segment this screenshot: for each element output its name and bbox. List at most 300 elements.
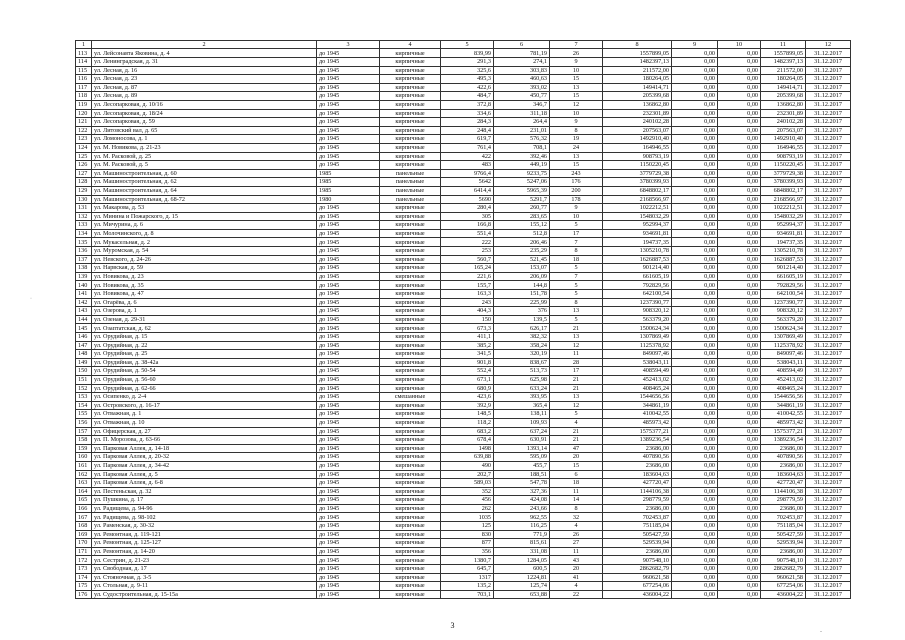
table-cell: 1985 bbox=[317, 178, 380, 187]
table-row bbox=[76, 479, 851, 488]
table-cell: кирпичные bbox=[380, 109, 441, 118]
table-cell: 7 bbox=[550, 238, 603, 247]
table-cell: 274,1 bbox=[494, 58, 550, 67]
table-cell: 2862682,79 bbox=[761, 565, 806, 574]
table-cell: 205399,68 bbox=[603, 92, 672, 101]
table-cell: 0,00 bbox=[718, 556, 761, 565]
table-cell: ул. М. Расковой, д. 25 bbox=[92, 152, 317, 161]
table-cell: кирпичные bbox=[380, 298, 441, 307]
table-cell: 194737,35 bbox=[761, 238, 806, 247]
table-cell: 31.12.2017 bbox=[806, 487, 851, 496]
table-cell: 673,3 bbox=[441, 324, 494, 333]
table-cell: 781,19 bbox=[494, 49, 550, 58]
table-cell: 630,91 bbox=[494, 436, 550, 445]
table-row bbox=[76, 290, 851, 299]
table-cell: 0,00 bbox=[718, 221, 761, 230]
table-cell: 1380,7 bbox=[441, 556, 494, 565]
table-cell: 18 bbox=[550, 255, 603, 264]
table-cell: до 1945 bbox=[317, 100, 380, 109]
table-cell: 150 bbox=[76, 367, 92, 376]
table-cell: 123 bbox=[76, 135, 92, 144]
table-cell: 1980 bbox=[317, 195, 380, 204]
table-cell: 10 bbox=[550, 66, 603, 75]
table-row bbox=[76, 49, 851, 58]
table-cell: 0,00 bbox=[672, 384, 718, 393]
table-cell: кирпичные bbox=[380, 565, 441, 574]
table-cell: до 1945 bbox=[317, 522, 380, 531]
table-cell: кирпичные bbox=[380, 75, 441, 84]
table-cell: 260,77 bbox=[494, 204, 550, 213]
table-cell: до 1945 bbox=[317, 135, 380, 144]
table-cell: 0,00 bbox=[718, 272, 761, 281]
table-cell: ул. Лейсонавта Яковина, д. 4 bbox=[92, 49, 317, 58]
table-cell: 160 bbox=[76, 453, 92, 462]
table-cell: 0,00 bbox=[718, 367, 761, 376]
table-cell: ул. Лесопарковая, д. 59 bbox=[92, 118, 317, 127]
table-cell: 450,77 bbox=[494, 92, 550, 101]
table-cell: 0,00 bbox=[672, 307, 718, 316]
table-cell: 0,00 bbox=[672, 100, 718, 109]
table-cell: 175 bbox=[76, 582, 92, 591]
table-cell: кирпичные bbox=[380, 513, 441, 522]
table-cell: до 1945 bbox=[317, 272, 380, 281]
table-cell: ул. Орудийная, д. 22 bbox=[92, 341, 317, 350]
table-row bbox=[76, 204, 851, 213]
table-cell: кирпичные bbox=[380, 255, 441, 264]
table-cell: ул. Мукасельная, д. 2 bbox=[92, 238, 317, 247]
table-cell: 166 bbox=[76, 504, 92, 513]
table-cell: 173 bbox=[76, 565, 92, 574]
table-cell: 6848802,17 bbox=[761, 186, 806, 195]
table-cell: ул. Лесная, д. 16 bbox=[92, 66, 317, 75]
table-cell: 291,3 bbox=[441, 58, 494, 67]
table-cell: 163 bbox=[76, 479, 92, 488]
table-cell: 6848802,17 bbox=[603, 186, 672, 195]
table-cell: 115 bbox=[76, 66, 92, 75]
table-cell: кирпичные bbox=[380, 522, 441, 531]
table-row bbox=[76, 573, 851, 582]
table-cell: до 1945 bbox=[317, 315, 380, 324]
table-cell: 0,00 bbox=[718, 565, 761, 574]
table-cell: 0,00 bbox=[672, 590, 718, 599]
table-cell: 31.12.2017 bbox=[806, 315, 851, 324]
table-cell: кирпичные bbox=[380, 470, 441, 479]
table-cell: 341,5 bbox=[441, 350, 494, 359]
table-cell: 678,4 bbox=[441, 436, 494, 445]
table-cell: 180264,05 bbox=[603, 75, 672, 84]
table-row bbox=[76, 247, 851, 256]
table-cell: до 1945 bbox=[317, 229, 380, 238]
table-cell: 327,36 bbox=[494, 487, 550, 496]
table-cell: 0,00 bbox=[672, 573, 718, 582]
table-cell: 838,67 bbox=[494, 358, 550, 367]
table-cell: 31.12.2017 bbox=[806, 393, 851, 402]
table-cell: панельные bbox=[380, 186, 441, 195]
table-row bbox=[76, 341, 851, 350]
table-cell: до 1945 bbox=[317, 324, 380, 333]
table-cell: 5 bbox=[550, 315, 603, 324]
table-cell: 20 bbox=[550, 453, 603, 462]
table-cell: 12 bbox=[550, 341, 603, 350]
table-cell: до 1945 bbox=[317, 393, 380, 402]
table-cell: 677254,06 bbox=[761, 582, 806, 591]
table-cell: 31.12.2017 bbox=[806, 109, 851, 118]
table-cell: 1224,81 bbox=[494, 573, 550, 582]
table-cell: 849097,46 bbox=[603, 350, 672, 359]
header-cell: 11 bbox=[761, 41, 806, 49]
table-cell: до 1945 bbox=[317, 496, 380, 505]
table-cell: 0,00 bbox=[672, 410, 718, 419]
table-cell: 677254,06 bbox=[603, 582, 672, 591]
table-cell: 147 bbox=[76, 341, 92, 350]
table-cell: ул. Орудийная, д. 62-66 bbox=[92, 384, 317, 393]
table-cell: до 1945 bbox=[317, 255, 380, 264]
table-cell: 9233,75 bbox=[494, 169, 550, 178]
table-cell: 0,00 bbox=[718, 169, 761, 178]
table-cell: 960621,58 bbox=[603, 573, 672, 582]
table-cell: 137 bbox=[76, 255, 92, 264]
table-cell: 15 bbox=[550, 461, 603, 470]
table-cell: 26 bbox=[550, 530, 603, 539]
table-cell: 0,00 bbox=[718, 264, 761, 273]
table-cell: 5965,39 bbox=[494, 186, 550, 195]
table-cell: 0,00 bbox=[672, 126, 718, 135]
table-cell: 26 bbox=[550, 49, 603, 58]
table-cell: 1035 bbox=[441, 513, 494, 522]
table-cell: до 1945 bbox=[317, 461, 380, 470]
table-cell: 0,00 bbox=[718, 315, 761, 324]
table-cell: 31.12.2017 bbox=[806, 221, 851, 230]
table-cell: 207563,07 bbox=[761, 126, 806, 135]
table-cell: 143 bbox=[76, 307, 92, 316]
table-cell: кирпичные bbox=[380, 315, 441, 324]
table-cell: 0,00 bbox=[718, 444, 761, 453]
table-cell: 352 bbox=[441, 487, 494, 496]
table-cell: 19 bbox=[550, 135, 603, 144]
table-cell: 146 bbox=[76, 333, 92, 342]
table-cell: 0,00 bbox=[672, 333, 718, 342]
table-cell: ул. Осипенко, д. 2-4 bbox=[92, 393, 317, 402]
table-cell: 139 bbox=[76, 272, 92, 281]
table-cell: 253 bbox=[441, 247, 494, 256]
table-cell: ул. Орудийная, д. 15 bbox=[92, 333, 317, 342]
table-cell: до 1945 bbox=[317, 358, 380, 367]
table-cell: 452413,02 bbox=[761, 375, 806, 384]
table-cell: кирпичные bbox=[380, 504, 441, 513]
table-cell: 792829,56 bbox=[761, 281, 806, 290]
table-cell: 1985 bbox=[317, 186, 380, 195]
table-row bbox=[76, 126, 851, 135]
table-cell: 0,00 bbox=[718, 238, 761, 247]
header-cell: 5 bbox=[441, 41, 494, 49]
table-cell: 129 bbox=[76, 186, 92, 195]
table-cell: 232301,89 bbox=[761, 109, 806, 118]
table-cell: 31.12.2017 bbox=[806, 238, 851, 247]
table-cell: 13 bbox=[550, 393, 603, 402]
table-cell: ул. Минина и Пожарского, д. 15 bbox=[92, 212, 317, 221]
table-cell: 31.12.2017 bbox=[806, 178, 851, 187]
table-cell: 31.12.2017 bbox=[806, 436, 851, 445]
table-cell: 202,7 bbox=[441, 470, 494, 479]
table-row bbox=[76, 272, 851, 281]
table-cell: ул. Парковая Аллея, д. 5 bbox=[92, 470, 317, 479]
header-cell: 8 bbox=[603, 41, 672, 49]
table-cell: 9 bbox=[550, 204, 603, 213]
table-cell: 962,55 bbox=[494, 513, 550, 522]
table-cell: 311,18 bbox=[494, 109, 550, 118]
table-cell: 156 bbox=[76, 418, 92, 427]
table-cell: 31.12.2017 bbox=[806, 161, 851, 170]
table-row bbox=[76, 315, 851, 324]
table-row bbox=[76, 401, 851, 410]
table-cell: до 1945 bbox=[317, 75, 380, 84]
table-cell: 703,1 bbox=[441, 590, 494, 599]
table-cell: кирпичные bbox=[380, 238, 441, 247]
table-cell: 0,00 bbox=[718, 324, 761, 333]
table-cell: ул. Мичурина, д. 6 bbox=[92, 221, 317, 230]
table-row bbox=[76, 178, 851, 187]
table-cell: 344861,19 bbox=[603, 401, 672, 410]
table-cell: 0,00 bbox=[718, 504, 761, 513]
table-cell: 372,8 bbox=[441, 100, 494, 109]
table-cell: 427720,47 bbox=[603, 479, 672, 488]
table-cell: 1305210,78 bbox=[603, 247, 672, 256]
table-cell: 13 bbox=[550, 83, 603, 92]
table-cell: 1575377,21 bbox=[603, 427, 672, 436]
table-cell: 155 bbox=[76, 410, 92, 419]
table-cell: 0,00 bbox=[672, 281, 718, 290]
table-cell: ул. Пушкина, д. 17 bbox=[92, 496, 317, 505]
table-cell: 31.12.2017 bbox=[806, 92, 851, 101]
table-cell: 0,00 bbox=[718, 212, 761, 221]
table-cell: ул. Орудийная, д. 25 bbox=[92, 350, 317, 359]
header-row bbox=[76, 41, 851, 49]
table-cell: до 1945 bbox=[317, 333, 380, 342]
table-cell: 0,00 bbox=[672, 143, 718, 152]
table-cell: 452413,02 bbox=[603, 375, 672, 384]
table-cell: 702453,87 bbox=[761, 513, 806, 522]
table-cell: 200 bbox=[550, 186, 603, 195]
table-cell: 0,00 bbox=[672, 298, 718, 307]
table-cell: 1985 bbox=[317, 169, 380, 178]
table-cell: 264,4 bbox=[494, 118, 550, 127]
table-cell: ул. Макарова, д. 53 bbox=[92, 204, 317, 213]
table-cell: ул. М. Расковой, д. 5 bbox=[92, 161, 317, 170]
table-cell: кирпичные bbox=[380, 161, 441, 170]
table-cell: 907548,10 bbox=[761, 556, 806, 565]
table-cell: 1393,14 bbox=[494, 444, 550, 453]
table-cell: 408594,49 bbox=[603, 367, 672, 376]
table-cell: 5291,7 bbox=[494, 195, 550, 204]
table-cell: 23686,00 bbox=[761, 461, 806, 470]
table-cell: кирпичные bbox=[380, 530, 441, 539]
register-table bbox=[75, 40, 851, 599]
table-cell: 815,61 bbox=[494, 539, 550, 548]
table-cell: 0,00 bbox=[718, 479, 761, 488]
table-cell: 31.12.2017 bbox=[806, 427, 851, 436]
table-cell: 455,7 bbox=[494, 461, 550, 470]
table-cell: 960621,58 bbox=[761, 573, 806, 582]
table-cell: 505427,59 bbox=[603, 530, 672, 539]
table-cell: кирпичные bbox=[380, 582, 441, 591]
table-cell: 771,9 bbox=[494, 530, 550, 539]
table-cell: ул. Радищева, д. 94-96 bbox=[92, 504, 317, 513]
table-cell: ул. Ремонтная, д. 14-20 bbox=[92, 547, 317, 556]
table-cell: 148,5 bbox=[441, 410, 494, 419]
header-cell: 9 bbox=[672, 41, 718, 49]
table-cell: до 1945 bbox=[317, 547, 380, 556]
table-row bbox=[76, 418, 851, 427]
table-cell: 538043,11 bbox=[761, 358, 806, 367]
table-cell: 31.12.2017 bbox=[806, 204, 851, 213]
table-cell: до 1945 bbox=[317, 565, 380, 574]
table-row bbox=[76, 92, 851, 101]
table-cell: 0,00 bbox=[718, 375, 761, 384]
table-cell: 495,3 bbox=[441, 75, 494, 84]
table-row bbox=[76, 539, 851, 548]
table-cell: кирпичные bbox=[380, 307, 441, 316]
table-cell: до 1945 bbox=[317, 92, 380, 101]
table-row bbox=[76, 100, 851, 109]
table-cell: 151 bbox=[76, 375, 92, 384]
table-cell: 125,74 bbox=[494, 582, 550, 591]
table-cell: 153 bbox=[76, 393, 92, 402]
table-cell: 0,00 bbox=[672, 229, 718, 238]
table-cell: 0,00 bbox=[672, 66, 718, 75]
table-cell: ул. Офицерская, д. 27 bbox=[92, 427, 317, 436]
table-cell: 5642 bbox=[441, 178, 494, 187]
table-cell: 2168566,97 bbox=[761, 195, 806, 204]
table-cell: 23686,00 bbox=[603, 444, 672, 453]
table-cell: 31.12.2017 bbox=[806, 547, 851, 556]
table-cell: 830 bbox=[441, 530, 494, 539]
table-cell: до 1945 bbox=[317, 307, 380, 316]
table-cell: 411,1 bbox=[441, 333, 494, 342]
table-cell: 365,4 bbox=[494, 401, 550, 410]
table-cell: 9766,4 bbox=[441, 169, 494, 178]
table-cell: ул. Сестрин, д. 21-23 bbox=[92, 556, 317, 565]
table-cell: 392,9 bbox=[441, 401, 494, 410]
table-cell: 11 bbox=[550, 487, 603, 496]
table-cell: 0,00 bbox=[672, 49, 718, 58]
table-cell: 600,5 bbox=[494, 565, 550, 574]
table-cell: 456 bbox=[441, 496, 494, 505]
table-cell: 21 bbox=[550, 436, 603, 445]
table-cell: 1500624,34 bbox=[603, 324, 672, 333]
table-cell: до 1945 bbox=[317, 264, 380, 273]
table-cell: кирпичные bbox=[380, 204, 441, 213]
table-row bbox=[76, 444, 851, 453]
table-cell: до 1945 bbox=[317, 436, 380, 445]
table-cell: 125 bbox=[76, 152, 92, 161]
table-cell: 31.12.2017 bbox=[806, 522, 851, 531]
table-cell: 0,00 bbox=[672, 522, 718, 531]
table-cell: 0,00 bbox=[718, 358, 761, 367]
table-cell: кирпичные bbox=[380, 247, 441, 256]
table-cell: 625,98 bbox=[494, 375, 550, 384]
table-cell: 31.12.2017 bbox=[806, 126, 851, 135]
table-cell: 484,7 bbox=[441, 92, 494, 101]
table-cell: 243 bbox=[441, 298, 494, 307]
table-cell: 31.12.2017 bbox=[806, 83, 851, 92]
table-cell: 385,2 bbox=[441, 341, 494, 350]
table-cell: 164946,55 bbox=[603, 143, 672, 152]
table-cell: 619,7 bbox=[441, 135, 494, 144]
table-cell: 13 bbox=[550, 307, 603, 316]
table-cell: до 1945 bbox=[317, 290, 380, 299]
table-cell: 31.12.2017 bbox=[806, 513, 851, 522]
table-cell: 158 bbox=[76, 436, 92, 445]
table-cell: 138 bbox=[76, 264, 92, 273]
table-cell: 130 bbox=[76, 195, 92, 204]
table-row bbox=[76, 118, 851, 127]
table-row bbox=[76, 461, 851, 470]
table-cell: 751185,04 bbox=[603, 522, 672, 531]
table-cell: 119 bbox=[76, 100, 92, 109]
table-cell: панельные bbox=[380, 178, 441, 187]
table-cell: 22 bbox=[550, 590, 603, 599]
table-cell: 908320,12 bbox=[603, 307, 672, 316]
table-cell: 298779,59 bbox=[761, 496, 806, 505]
table-cell: 114 bbox=[76, 58, 92, 67]
table-row bbox=[76, 393, 851, 402]
table-cell: 0,00 bbox=[672, 169, 718, 178]
table-cell: 0,00 bbox=[672, 315, 718, 324]
table-cell: 9 bbox=[550, 58, 603, 67]
table-cell: 151,78 bbox=[494, 290, 550, 299]
table-row bbox=[76, 324, 851, 333]
table-cell: 0,00 bbox=[672, 290, 718, 299]
table-cell: 31.12.2017 bbox=[806, 100, 851, 109]
table-cell: 563379,20 bbox=[761, 315, 806, 324]
table-cell: 31.12.2017 bbox=[806, 143, 851, 152]
table-cell: кирпичные bbox=[380, 479, 441, 488]
table-cell: 135,2 bbox=[441, 582, 494, 591]
table-cell: до 1945 bbox=[317, 539, 380, 548]
table-cell: 408594,49 bbox=[761, 367, 806, 376]
table-cell: 1482397,13 bbox=[603, 58, 672, 67]
table-cell: 31.12.2017 bbox=[806, 49, 851, 58]
table-cell: до 1945 bbox=[317, 66, 380, 75]
table-cell: 0,00 bbox=[718, 83, 761, 92]
table-cell: ул. Парковая Аллея, д. 6-8 bbox=[92, 479, 317, 488]
table-row bbox=[76, 238, 851, 247]
table-cell: 5247,06 bbox=[494, 178, 550, 187]
table-cell: 320,19 bbox=[494, 350, 550, 359]
table-cell: 0,00 bbox=[672, 470, 718, 479]
table-cell: 248,4 bbox=[441, 126, 494, 135]
table-cell: 0,00 bbox=[672, 556, 718, 565]
table-cell: 702453,87 bbox=[603, 513, 672, 522]
table-cell: 222 bbox=[441, 238, 494, 247]
table-cell: 0,00 bbox=[718, 204, 761, 213]
table-cell: 0,00 bbox=[718, 178, 761, 187]
table-cell: 334,6 bbox=[441, 109, 494, 118]
table-cell: 0,00 bbox=[718, 298, 761, 307]
table-cell: до 1945 bbox=[317, 556, 380, 565]
table-cell: 9 bbox=[550, 118, 603, 127]
table-cell: 410042,55 bbox=[761, 410, 806, 419]
table-cell: 4 bbox=[550, 522, 603, 531]
table-cell: до 1945 bbox=[317, 161, 380, 170]
table-cell: до 1945 bbox=[317, 212, 380, 221]
table-cell: 0,00 bbox=[672, 487, 718, 496]
table-cell: 0,00 bbox=[718, 341, 761, 350]
table-cell: до 1945 bbox=[317, 118, 380, 127]
table-cell: 124 bbox=[76, 143, 92, 152]
table-cell: 31.12.2017 bbox=[806, 530, 851, 539]
table-cell: 161 bbox=[76, 461, 92, 470]
